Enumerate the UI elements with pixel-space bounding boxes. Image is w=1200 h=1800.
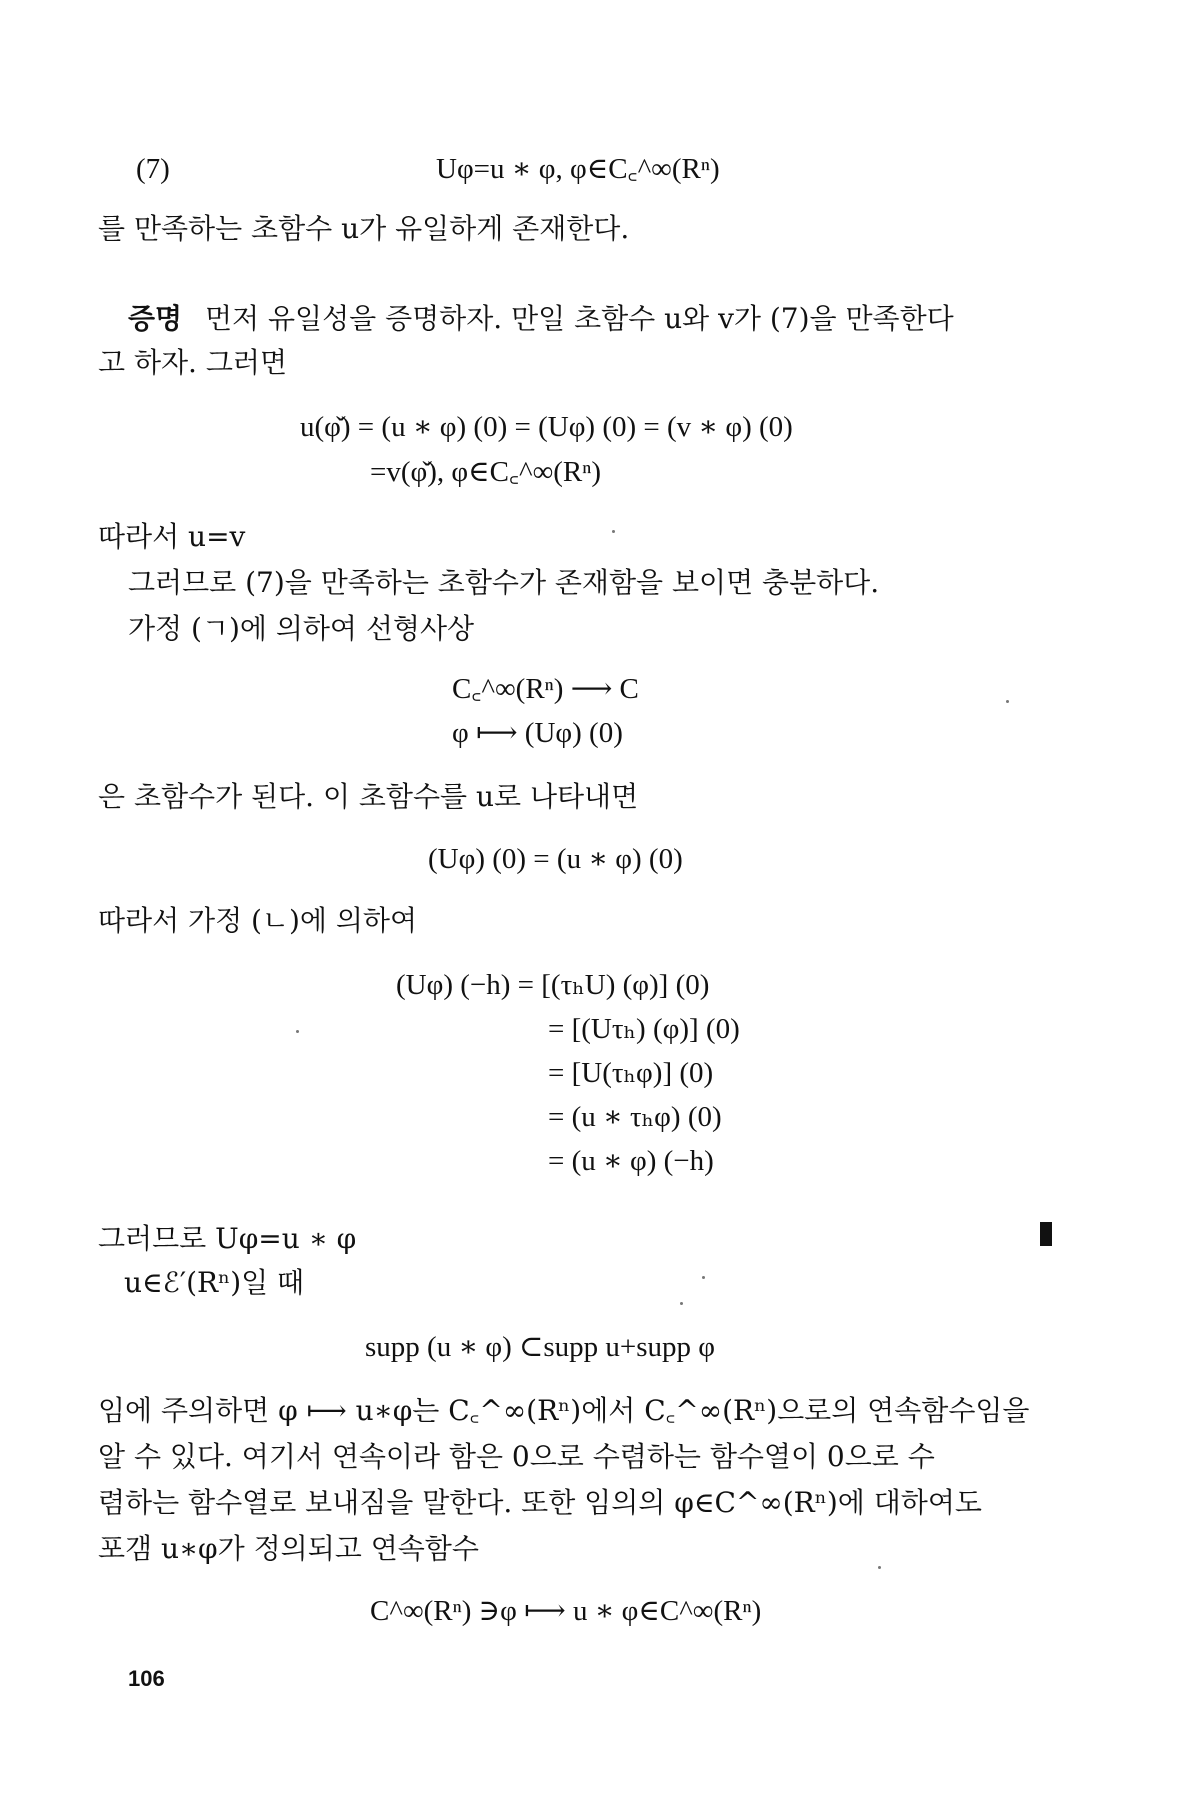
proof-label: 증명 [128, 302, 183, 335]
print-speck [878, 1566, 881, 1569]
equation-7: Uφ=u ∗ φ, φ∈C꜀^∞(Rⁿ) [436, 153, 720, 185]
equation-line: = (u ∗ φ) (−h) [548, 1145, 714, 1177]
equation-line: = (u ∗ τₕφ) (0) [548, 1101, 722, 1133]
text-line: 따라서 u=v [98, 520, 246, 553]
print-speck [612, 530, 615, 533]
equation-line: = [U(τₕφ)] (0) [548, 1057, 714, 1089]
text-line: 렴하는 함수열로 보내짐을 말한다. 또한 임의의 φ∈C^∞(Rⁿ)에 대하여도 [98, 1486, 982, 1519]
text-line: 고 하자. 그러면 [98, 346, 287, 379]
equation-number: (7) [136, 153, 170, 185]
map-line: C꜀^∞(Rⁿ) ⟶ C [452, 673, 639, 705]
print-speck [702, 1276, 705, 1279]
text-line: 알 수 있다. 여기서 연속이라 함은 0으로 수렴하는 함수열이 0으로 수 [98, 1440, 935, 1473]
text-line: 그러므로 Uφ=u ∗ φ [98, 1222, 357, 1255]
equation-line: (Uφ) (0) = (u ∗ φ) (0) [428, 843, 683, 875]
text-line: 은 초함수가 된다. 이 초함수를 u로 나타내면 [98, 780, 639, 813]
equation-line: = [(Uτₕ) (φ)] (0) [548, 1013, 740, 1045]
text-line: 를 만족하는 초함수 u가 유일하게 존재한다. [98, 212, 630, 245]
map-line: φ ⟼ (Uφ) (0) [452, 717, 623, 749]
equation-line: (Uφ) (−h) = [(τₕU) (φ)] (0) [396, 969, 710, 1001]
text-line: 임에 주의하면 φ ⟼ u∗φ는 C꜀^∞(Rⁿ)에서 C꜀^∞(Rⁿ)으로의 연속함수임을 [98, 1394, 1030, 1427]
text-line: 따라서 가정 (ㄴ)에 의하여 [98, 904, 418, 937]
equation-line: u(φ̌) = (u ∗ φ) (0) = (Uφ) (0) = (v ∗ φ) (0) [300, 411, 793, 443]
text-line: 포갬 u∗φ가 정의되고 연속함수 [98, 1532, 479, 1565]
equation-line: supp (u ∗ φ) ⊂supp u+supp φ [365, 1331, 716, 1363]
text-line: 그러므로 (7)을 만족하는 초함수가 존재함을 보이면 충분하다. [128, 566, 880, 599]
text-line: 먼저 유일성을 증명하자. 만일 초함수 u와 v가 (7)을 만족한다 [205, 302, 954, 335]
print-speck [680, 1302, 683, 1305]
qed-mark [1040, 1222, 1052, 1246]
equation-line: =v(φ̌), φ∈C꜀^∞(Rⁿ) [370, 456, 602, 488]
text-line: 가정 (ㄱ)에 의하여 선형사상 [128, 612, 475, 645]
equation-line: C^∞(Rⁿ) ∋φ ⟼ u ∗ φ∈C^∞(Rⁿ) [370, 1595, 762, 1627]
text-line: u∈ℰ′(Rⁿ)일 때 [124, 1266, 305, 1299]
page-number: 106 [128, 1666, 165, 1691]
print-speck [1006, 700, 1009, 703]
print-speck [296, 1030, 299, 1033]
